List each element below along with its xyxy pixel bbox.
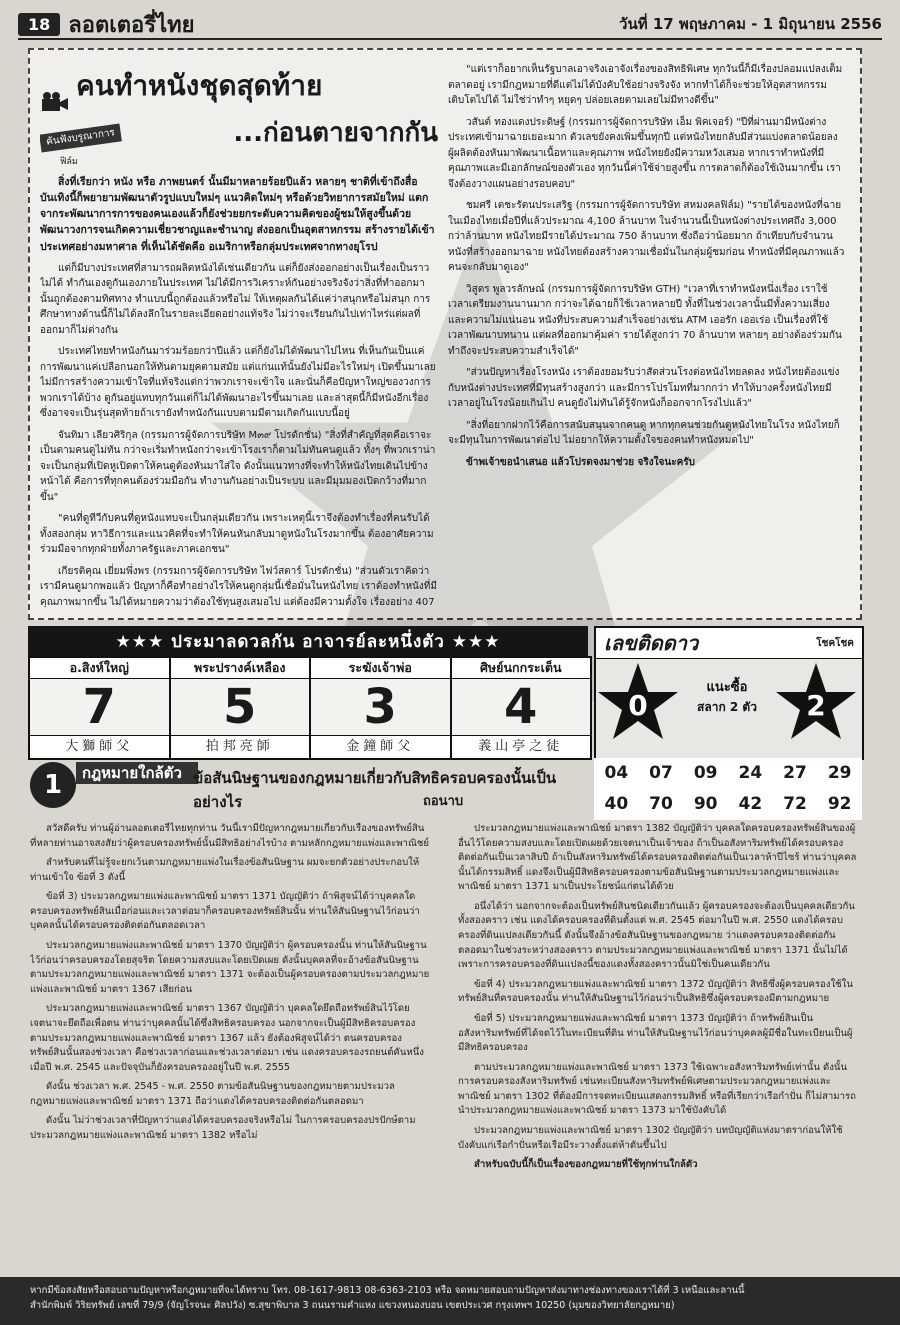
- law-paragraph: ประมวลกฎหมายแพ่งและพาณิชย์ มาตรา 1382 บัญญัติว่า บุคคลใดครอบครองทรัพย์สินของผู้อื่นไว้โดยความสงบและโดยเปิดเผยด้วยเจตนาเป็นเจ้าของ ถ้าเป็นอสังหาริมทรัพย์ได้ครอบครองติดต่อกันเป็นเวลาสิบปี ถ้าเป็นสังหาริมทรัพย์ได้ครอบครองติดต่อกันเป็นเวลาห้าปีไซร้ ท่านว่าบุคคลนั้นได้กรรมสิทธิ์ แดงจึงเป็นผู้มีสิทธิครอบครองตามข้อสันนิษฐานตามประมวลกฎหมายแพ่งและพาณิชย์ มาตรา 1371 มาเป็นประโยชน์แก่ตนได้ด้วย: [458, 823, 857, 893]
- law-paragraph: ประมวลกฎหมายแพ่งและพาณิชย์ มาตรา 1370 บัญญัติว่า ผู้ครอบครองนั้น ท่านให้สันนิษฐานไว้ก่อนว่าครอบครองโดยสุจริต โดยความสงบและโดยเปิดเผย ดังนั้นบุคคลที่จะอ้างข้อสันนิษฐานตามประมวลกฎหมายแพ่งและพาณิชย์ มาตรา 1371 จะต้องเป็นผู้ครอบครองตามประมวลกฎหมายแพ่งและพาณิชย์ มาตรา 1367 เสียก่อน: [30, 940, 430, 995]
- grid-number: 70: [649, 794, 673, 814]
- article-closing: ข้าพเจ้าขอนำเสนอ แล้วโปรดจงมาช่วย จริงใจนะครับ: [466, 456, 696, 468]
- article-paragraph: "ส่วนปัญหาเรื่องโรงหนัง เราต้องยอมรับว่าสัดส่วนโรงต่อหนังไทยลดลง หนังไทยต้องแข่งกับหนังต่างประเทศที่มีทุนสร้างสูงกว่า และมีการโปรโมทที่มากกว่า ทำให้บางครั้งหนังไทยมีเวลาอยู่ในโรงน้อยเกินไป คนดูยังไม่ทันได้รู้จักหนังก็ออกจากโรงไปแล้ว": [448, 367, 840, 409]
- lottery-masters: [28, 656, 592, 760]
- grid-number: 42: [738, 794, 763, 814]
- master-chinese-name: 大獅師父: [30, 735, 169, 758]
- article-paragraph: แต่ก็มีบางประเทศที่สามารถผลิตหนังได้เช่นเดียวกัน แต่ก็ยังส่งออกอย่างเป็นเรื่องเป็นราวไม่ได้ ทำกันเองดูกันเองภายในประเทศ ไม่ได้มีการวิเคราะห์กันอย่างจริงจังว่าสิ่งที่ทำออกมานั้นถูกต้องตามทิศทาง ทำแบบนี้ถูกต้องแล้วหรือไม่ ให้เหตุผลกันได้แค่ว่าสนุกหรือไม่สนุก การศึกษาทางด้านนี้ก็ไม่ได้ลงลึกในรายละเอียดอย่างแท้จริง ไม่ว่าจะเรียนกันไปเท่าไหร่แต่ผลที่ออกมาก็ไม่ต่างกัน: [40, 262, 431, 336]
- law-paragraph: อนึ่งได้ว่า นอกจากจะต้องเป็นทรัพย์สินชนิดเดียวกันแล้ว ผู้ครอบครองจะต้องเป็นบุคคลเดียวกันทั้งสองคราว เช่น แดงได้ครอบครองที่ดินตั้งแต่ พ.ศ. 2545 ต่อมาในปี พ.ศ. 2550 แดงได้ครอบครองที่ดินแปลงเดียวกันนี้ ดังนั้นจึงอ้างข้อสันนิษฐานของกฎหมาย ว่าแดงครอบครองติดต่อกันตลอดมาในช่วงระหว่างสองคราว ตามประมวลกฎหมายแพ่งและพาณิชย์ มาตรา 1371 นั้นไม่ได้ เพราะการครอบครองที่ดินแปลงนี้ของแดงทั้งสองคราวนั้นมิใช่เป็นคนเดียวกัน: [458, 900, 855, 971]
- article-paragraph: "คนที่ดูทีวีกับคนที่ดูหนังแทบจะเป็นกลุ่มเดียวกัน เพราะเหตุนี้เราจึงต้องทำเรื่องที่คนรับได้ทั้งสองกลุ่ม หาวิธีการและแนวคิดที่จะทำให้คนหันกลับมาดูหนังในโรงมากขึ้น ต้องอาศัยความร่วมมือจากทุกฝ่ายทั้งภาครัฐและภาคเอกชน": [40, 513, 434, 556]
- master-box: [452, 658, 591, 758]
- law-paragraph: สวัสดีครับ ท่านผู้อ่านลอตเตอรี่ไทยทุกท่าน วันนี้เรามีปัญหากฎหมายเกี่ยวกับเรื่องของทรัพย์สินที่หลายท่านอาจสงสัยว่าผู้ครอบครองทรัพย์นั้นมีสิทธิอย่างไรบ้าง ตามหลักกฎหมายแพ่งและพาณิชย์: [30, 823, 429, 849]
- law-paragraph: สำหรับคนที่ไม่รู้จะยกเว้นตามกฎหมายแพ่งในเรื่องข้อสันนิษฐาน ผมจะยกตัวอย่างประกอบให้ท่านเข้าใจ ข้อที่ 3 ดังนี้: [30, 857, 420, 883]
- law-section-number: 1: [30, 762, 76, 808]
- law-left-column: [30, 822, 430, 1277]
- article-paragraph: วิสูตร พูลวรลักษณ์ (กรรมการผู้จัดการบริษัท GTH) "เวลาที่เราทำหนังหนึ่งเรื่อง เราใช้เวลาเตรียมงานนานมาก กว่าจะได้ฉายก็ใช้เวลาหลายปี ทั้งที่ในช่วงเวลานั้นมีทั้งความเสี่ยงและความไม่แน่นอน หนังที่ประสบความสำเร็จอย่างเช่น ATM เออรัก เออเร่อ เป็นเรื่องที่ใช้เวลาพัฒนาบทนาน แต่ผลที่ออกมาคุ้มค่า รายได้สูงกว่า 70 ล้านบาท หลายๆ อย่างต้องร่วมกันทำถึงจะประสบความสำเร็จได้": [448, 283, 842, 357]
- law-right-column: [458, 822, 858, 1277]
- law-paragraph: ประมวลกฎหมายแพ่งและพาณิชย์ มาตรา 1302 บัญญัติว่า บทบัญญัติแห่งมาตราก่อนให้ใช้บังคับแก่เรือกำปั่นหรือเรือมีระวางตั้งแต่ห้าตันขึ้นไป: [458, 1124, 843, 1151]
- page-number: 18: [18, 13, 60, 36]
- grid-number: 72: [783, 794, 807, 814]
- article-paragraph: "แต่เราก็อยากเห็นรัฐบาลเอาจริงเอาจังเรื่องของสิทธิพิเศษ ทุกวันนี้ก็มีเรื่องปลอมแปลงเต็มตลาดอยู่ เรามีกฎหมายที่ดีแต่ไม่ได้บังคับใช้อย่างจริงจัง หากทำได้ก็จะช่วยให้อุตสาหกรรมเติบโตไปได้ ไม่ใช่ว่าทำๆ หยุดๆ ปล่อยเลยตามเลยไม่มีทางดีขึ้น": [448, 64, 843, 106]
- issue-date: วันที่ 17 พฤษภาคม - 1 มิถุนายน 2556: [619, 15, 882, 33]
- star-advice-line2: สลาก 2 ตัว: [697, 700, 757, 714]
- star-numbers-panel: [594, 626, 864, 760]
- article-left-column: [40, 62, 438, 607]
- page-footer: [0, 1277, 900, 1325]
- grid-number: 29: [827, 763, 852, 783]
- article-paragraph: ประเทศไทยทำหนังกันมาร่วมร้อยกว่าปีแล้ว แต่ก็ยังไม่ได้พัฒนาไปไหน ที่เห็นกันเป็นแค่การพัฒนาแค่เปลือกนอกให้ทันตามยุคตามสมัย แต่แก่นแท้นั้นยังไม่มีอะไรใหม่ๆ เปิดขึ้นมาเลย ไม่มีการสร้างความเข้าใจที่แท้จริงแต่กว่าพวกเราจะเข้าใจ และนั่นก็คือปัญหาใหญ่ของวงการ พวกเราได้บ้าง ดูกันอยู่แทบทุกวันแต่ก็ไม่ได้พัฒนาอะไรขึ้นมาเลย และล่าสุดนี้ก็มีหนังอีกเรื่องซึ่งอาจจะเป็นรุ่นสุดท้ายถ้าเรายังทำหนังกันแบบตามมีตามเกิดกันแบบนี้อยู่: [40, 346, 436, 420]
- grid-number: 04: [604, 763, 629, 783]
- section-tag: คันฟังบรูณาการ: [40, 123, 122, 152]
- article-title: คนทำหนังชุดสุดท้าย: [76, 69, 323, 102]
- film-camera-icon: [40, 91, 70, 113]
- article-lead: สิ่งที่เรียกว่า หนัง หรือ ภาพยนตร์ นั้นมีมาหลายร้อยปีแล้ว หลายๆ ชาติที่เข้าถึงสื่อบันเทิงนี้ก็พยายามพัฒนาตัวรูปแบบใหม่ๆ แนวคิดใหม่ๆ หรือด้วยวิทยาการสมัยใหม่ แตกจากระพัฒนาการการของคนเองแล้วก็ยังช่วยยกระดับความคิดของผู้ชมให้สูงขึ้นด้วย พัฒนาวงการจนเกิดความเชี่ยวชาญและชำนาญ ส่งออกเป็นอุตสาหกรรม สร้างรายได้เข้าประเทศอย่างมหาศาล ที่เห็นได้ชัดคือ อเมริกาหรือกลุ่มประเทศจากทางยุโรป: [40, 175, 435, 253]
- law-article: [30, 822, 860, 1277]
- grid-number: 90: [693, 794, 718, 814]
- law-paragraph: ตามประมวลกฎหมายแพ่งและพาณิชย์ มาตรา 1373 ใช้เฉพาะอสังหาริมทรัพย์เท่านั้น ดังนั้น การครอบครองสังหาริมทรัพย์ เช่นทะเบียนสังหาริมทรัพย์พิเศษตามประมวลกฎหมายแพ่งและพาณิชย์ มาตรา 1302 ที่ต้องมีการจดทะเบียนแสดงกรรมสิทธิ์ หรือที่เรียกว่าเรือกำปั่น ก็ไม่สามารถนำประมวลกฎหมายแพ่งและพาณิชย์ มาตรา 1373 มาใช้บังคับได้: [458, 1061, 856, 1117]
- grid-number: 09: [693, 763, 718, 783]
- law-closing: สำหรับฉบับนี้ก็เป็นเรื่องของกฎหมายที่ใช้ทุกท่านใกล้ตัว: [474, 1159, 698, 1171]
- master-name: ศิษย์นกกระเต็น: [452, 658, 591, 679]
- article-paragraph: วสันต์ ทองแดงประดิษฐ์ (กรรมการผู้จัดการบริษัท เอ็ม พิคเจอร์) "ปีที่ผ่านมามีหนังต่างประเทศเข้ามาฉายเยอะมาก ตัวเลขยังคงเพิ่มขึ้นทุกปี แต่หนังไทยกลับมีส่วนแบ่งตลาดน้อยลง ผู้ผลิตต้องหันมาพัฒนาเนื้อหาและคุณภาพ หนังไทยยังมีความหวังเสมอ หากเราทำหนังที่มีคุณภาพและมีเอกลักษณ์ของตัวเอง ทุกวันนี้ค่าใช้จ่ายสูงขึ้น การตลาดก็ต้องใช้เงินมากขึ้น เราจึงต้องวางแผนอย่างรอบคอบ": [448, 116, 841, 190]
- grid-number: 24: [738, 763, 763, 783]
- article-subtitle: ...ก่อนตายจากกัน: [233, 118, 438, 149]
- master-chinese-name: 義山亭之徒: [452, 735, 591, 758]
- film-article: [28, 48, 862, 620]
- article-right-column: [448, 62, 846, 607]
- master-number: 7: [30, 679, 169, 735]
- law-paragraph: ข้อที่ 3) ประมวลกฎหมายแพ่งและพาณิชย์ มาตรา 1371 บัญญัติว่า ถ้าพิสูจน์ได้ว่าบุคคลใดครอบครองทรัพย์สินเมื่อก่อนและเวลาต่อมาก็ครอบครองทรัพย์สินนั้น ท่านให้สันนิษฐานไว้ก่อนว่าบุคคลนั้นได้ครอบครองติดต่อกันตลอดเวลา: [30, 891, 420, 932]
- brand-title: ลอตเตอรี่ไทย: [68, 11, 195, 38]
- master-box: [171, 658, 312, 758]
- grid-number: 92: [827, 794, 852, 814]
- master-number: 5: [171, 679, 310, 735]
- master-number: 4: [452, 679, 591, 735]
- star-panel-subtitle: โชคโชค: [816, 637, 854, 649]
- master-name: พระปรางค์เหลือง: [171, 658, 310, 679]
- star-numbers-graphic: [596, 659, 858, 755]
- footer-address: สำนักพิมพ์ วิริยทรัพย์ เลขที่ 79/9 (จัญโรจนะ ศิลปวัง) ซ.สุขาพิบาล 3 ถนนรามคำแหง แขวงหนองบอน เขตประเวศ กรุงเทพฯ 10250 (มุมของวิทยาลัยกฎหมาย): [30, 1300, 675, 1312]
- article-paragraph: จันทิมา เลียวศิริกุล (กรรมการผู้จัดการบริษัท M๓๙ โปรดักชั่น) "สิ่งที่สำคัญที่สุดคือเราจะเป็นตามคนดูไม่ทัน กว่าจะเริ่มทำหนังกว่าจะเข้าโรงเราก็ตามไม่ทันคนดูแล้ว ทั้งๆ ที่พวกเราน่าจะเป็นกลุ่มที่เปิดหูเปิดตาให้คนดูต้องหันมาใส่ใจ ดังนั้นแนวทางที่จะทำให้หนังไทยเดินไปข้างหน้าได้ คือการที่ทุกคนต้องร่วมมือกัน ทำงานกันอย่างเป็นระบบ และมีมุมมองเปิดกว้างที่มากขึ้น": [40, 429, 436, 503]
- law-question-suffix: ถอนาบ: [423, 794, 464, 809]
- law-paragraph: ดังนั้น ช่วงเวลา พ.ศ. 2545 - พ.ศ. 2550 ตามข้อสันนิษฐานของกฎหมายตามประมวลกฎหมายแพ่งและพาณิชย์ มาตรา 1371 ถือว่าแดงได้ครอบครองติดต่อกันตลอดมา: [30, 1081, 395, 1107]
- law-paragraph: ดังนั้น ไม่ว่าช่วงเวลาที่ปัญหาว่าแดงได้ครอบครองจริงหรือไม่ ในการครอบครองปรปักษ์ตามประมวลกฎหมายแพ่งและพาณิชย์ มาตรา 1382 หรือไม่: [30, 1115, 416, 1141]
- law-section-header: [28, 760, 588, 820]
- law-paragraph: ประมวลกฎหมายแพ่งและพาณิชย์ มาตรา 1367 บัญญัติว่า บุคคลใดยึดถือทรัพย์สินไว้โดยเจตนาจะยึดถือเพื่อตน ท่านว่าบุคคลนั้นได้ซึ่งสิทธิครอบครอง นอกจากจะเป็นผู้มีสิทธิครอบครองตามประมวลกฎหมายแพ่งและพาณิชย์ มาตรา 1367 แล้ว ยังต้องพิสูจน์ได้ว่า ตนครอบครองทรัพย์สินนั้นสองช่วงเวลา คือช่วงเวลาก่อนและช่วงเวลาต่อมา เช่น แดงครอบครองรถยนต์คันหนึ่งเมื่อปี พ.ศ. 2545 และปัจจุบันก็ยังครอบครองอยู่ในปี พ.ศ. 2555: [30, 1003, 424, 1073]
- grid-number: 07: [649, 763, 673, 783]
- article-paragraph: ชมศรี เตชะรัตนประเสริฐ (กรรมการผู้จัดการบริษัท สหมงคลฟิล์ม) "รายได้ของหนังที่ฉายในเมืองไทยเมื่อปีที่แล้วประมาณ 4,100 ล้านบาท ในจำนวนนี้เป็นหนังต่างประเทศถึง 3,000 กว่าล้านบาท หนังไทยมีรายได้ประมาณ 750 ล้านบาท ซึ่งถือว่าน้อยมาก ถ้าเทียบกับจำนวนหนังที่สร้างออกมาฉาย หนังไทยต้องสร้างความเชื่อมั่นในกลุ่มผู้ชมก่อน ทำหนังที่มีคุณภาพแล้วคนจะกลับมาดูเอง": [448, 200, 845, 273]
- master-box: [30, 658, 171, 758]
- master-box: [311, 658, 452, 758]
- grid-number: 40: [604, 794, 629, 814]
- law-section-tag: กฎหมายใกล้ตัว: [76, 762, 198, 784]
- grid-number: 27: [783, 763, 807, 783]
- lottery-banner: ★★★ ประมาลดวลกัน อาจารย์ละหนึ่งตัว ★★★: [28, 626, 588, 656]
- article-paragraph: "สิ่งที่อยากฝากไว้คือการสนับสนุนจากคนดู หากทุกคนช่วยกันดูหนังไทยในโรง หนังไทยก็จะมีทุนในการพัฒนาต่อไป ไม่อยากให้ความตั้งใจของคนทำหนังหมดไป": [448, 419, 840, 446]
- master-number: 3: [311, 679, 450, 735]
- master-chinese-name: 拍邦亮師: [171, 735, 310, 758]
- master-name: ระฆังเจ้าพ่อ: [311, 658, 450, 679]
- master-chinese-name: 金鐘師父: [311, 735, 450, 758]
- article-paragraph: เกียรติคุณ เยี่ยมพึ่งพร (กรรมการผู้จัดการบริษัท ไฟว์สตาร์ โปรดักชั่น) "ส่วนตัวเราคิดว่าเรามีคนดูมากพอแล้ว ปัญหาก็คือทำอย่างไรให้คนดูกลุ่มนี้เชื่อมั่นในหนังไทย เราต้องทำหนังที่มีคุณภาพมากขึ้น ไม่ได้หมายความว่าต้องใช้ทุนสูงเสมอไป แต่ต้องมีความตั้งใจ เรื่องอย่าง 407: [40, 565, 437, 607]
- section-tag-small: ฟิล์ม: [60, 156, 78, 167]
- law-paragraph: ข้อที่ 5) ประมวลกฎหมายแพ่งและพาณิชย์ มาตรา 1373 บัญญัติว่า ถ้าทรัพย์สินเป็นอสังหาริมทรัพย์ที่ได้จดไว้ในทะเบียนที่ดิน ท่านให้สันนิษฐานไว้ก่อนว่าบุคคลผู้มีชื่อในทะเบียนเป็นผู้มีสิทธิครอบครอง: [458, 1012, 853, 1054]
- law-question: ข้อสันนิษฐานของกฎหมายเกี่ยวกับสิทธิครอบครองนั้นเป็นอย่างไร: [193, 769, 557, 811]
- star-panel-header: [596, 628, 862, 659]
- page-header: [18, 10, 882, 40]
- right-star-number: 2: [806, 689, 826, 722]
- star-panel-title: เลขติดดาว: [604, 631, 699, 655]
- star-advice-line1: แนะซื้อ: [706, 680, 748, 695]
- star-number-grid: [594, 758, 862, 820]
- law-paragraph: ข้อที่ 4) ประมวลกฎหมายแพ่งและพาณิชย์ มาตรา 1372 บัญญัติว่า สิทธิซึ่งผู้ครอบครองใช้ในทรัพย์สินที่ครอบครองนั้น ท่านให้สันนิษฐานไว้ก่อนว่าเป็นสิทธิซึ่งผู้ครอบครองมีตามกฎหมาย: [458, 978, 853, 1005]
- left-star-number: 0: [628, 689, 648, 722]
- master-name: อ.สิงห์ใหญ่: [30, 658, 169, 679]
- footer-contact: หากมีข้อสงสัยหรือสอบถามปัญหาหรือกฎหมายที่จะได้ทราบ โทร. 08-1617-9813 08-6363-2103 หรือ จดหมายสอบถามปัญหาส่งมาทางช่องทางของเราได้ที่ 3 เหนือและลานนี้: [30, 1285, 745, 1296]
